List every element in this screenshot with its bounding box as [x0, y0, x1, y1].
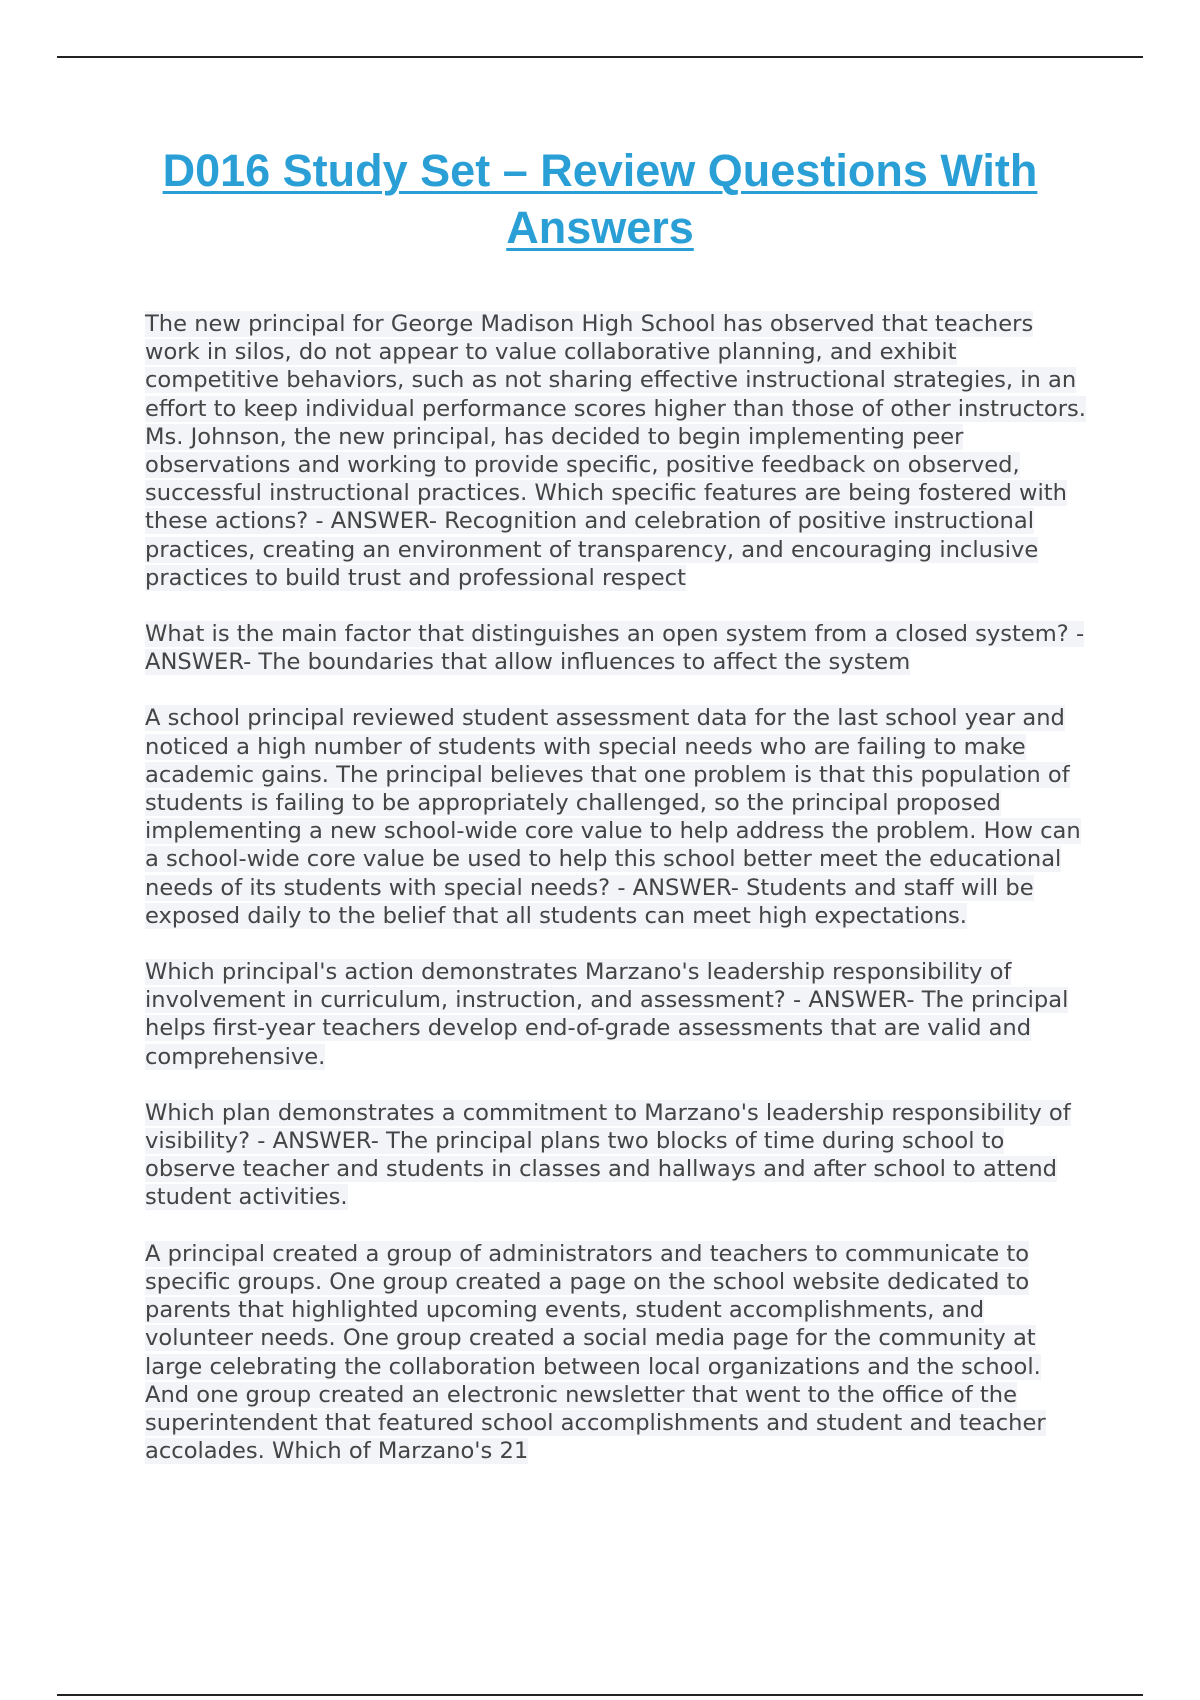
question-text: Which plan demonstrates a commitment to Marzano's leadership responsibility of visibility? - ANSWER- The principal plans two blocks of time during school to observe teacher and students in classes and hallways and after school to attend student activities. [145, 1099, 1071, 1211]
question-item-1 [145, 310, 1090, 592]
question-item-4 [145, 958, 1090, 1071]
question-text: A principal created a group of administrators and teachers to communicate to specific groups. One group created a page on the school website dedicated to parents that highlighted upcoming events, student accomplishments, and volunteer needs. One group created a social media page for the community at large celebrating the collaboration between local organizations and the school. And one group created an electronic newsletter that went to the office of the superintendent that featured school accomplishments and student and teacher accolades. Which of Marzano's 21 [145, 1240, 1046, 1465]
question-item-2 [145, 620, 1090, 676]
question-list [145, 310, 1090, 1493]
footer-rule [57, 1694, 1143, 1696]
question-item-5 [145, 1099, 1090, 1212]
question-item-3 [145, 704, 1090, 930]
question-text: Which principal's action demonstrates Marzano's leadership responsibility of involvement in curriculum, instruction, and assessment? - ANSWER- The principal helps first-year teachers develop end-of-grade assessments that are valid and comprehensive. [145, 959, 1069, 1070]
question-text: A school principal reviewed student assessment data for the last school year and noticed a high number of students with special needs who are failing to make academic gains. The principal believes that one problem is that this population of students is failing to be appropriately challenged, so the principal proposed implementing a new school-wide core value to help address the problem. How can a school-wide core value be used to help this school better meet the educational needs of its students with special needs? - ANSWER- Students and staff will be exposed daily to the belief that all students can meet high expectations. [145, 705, 1081, 929]
question-item-6 [145, 1240, 1090, 1466]
header-rule [57, 56, 1143, 58]
question-text: What is the main factor that distinguishes an open system from a closed system? - ANSWER- The boundaries that allow influences to affect the system [145, 621, 1085, 676]
document-title: D016 Study Set – Review Questions With Answers [162, 145, 1038, 253]
question-text: The new principal for George Madison High School has observed that teachers work in silos, do not appear to value collaborative planning, and exhibit competitive behaviors, such as not sharing effective instructional strategies, in an effort to keep individual performance scores higher than those of other instructors. Ms. Johnson, the new principal, has decided to begin implementing peer observations and working to provide specific, positive feedback on observed, successful instructional practices. Which specific features are being fostered with these actions? - ANSWER- Recognition and celebration of positive instructional practices, creating an environment of transparency, and encouraging inclusive practices to build trust and professional respect [145, 311, 1086, 591]
